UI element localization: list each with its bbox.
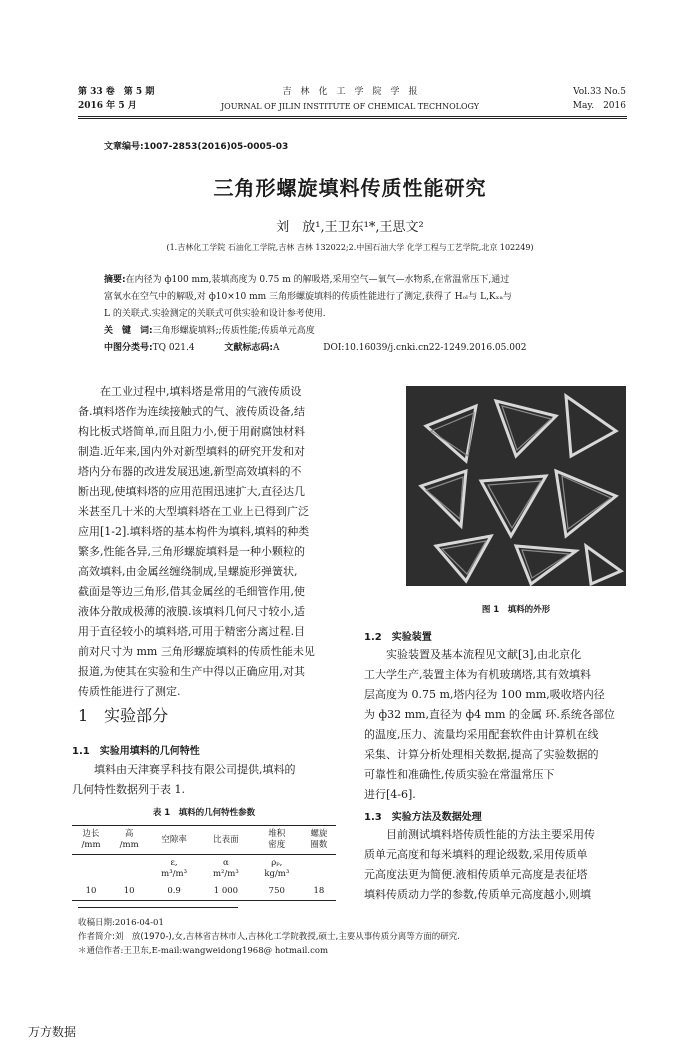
geometry-table <box>72 825 336 901</box>
abstract <box>104 272 604 357</box>
subsection-heading: 1.3 实验方法及数据处理 <box>364 812 482 823</box>
doc-code-label: 文献标志码: <box>224 343 273 353</box>
received-date: 收稿日期:2016-04-01 <box>78 918 164 928</box>
table-cell: 10 <box>110 883 148 901</box>
table-cell: 750 <box>252 883 302 901</box>
table-header: 空隙率 <box>148 826 200 855</box>
table-unit <box>110 855 148 884</box>
article-id: 文章编号:1007-2853(2016)05-0005-03 <box>104 142 289 152</box>
section-heading: 1 实验部分 <box>78 706 169 725</box>
subsection-text: 目前测试填料塔传质性能的方法主要采用传 质单元高度和每米填料的理论级数,采用传质单 元高度法更为简便.液相传质单元高度是表征塔 填料传质动力学的参数,传质单元高度越小,则填 <box>364 828 595 901</box>
volume-issue-cn: 第 33 卷 第 5 期 <box>78 87 155 97</box>
table-header: 螺旋 圈数 <box>302 826 336 855</box>
subsection-heading: 1.1 实验用填料的几何特性 <box>72 746 200 757</box>
author-list: 刘 放¹,王卫东¹*,王思文² <box>276 220 424 235</box>
table-cell: 18 <box>302 883 336 901</box>
header-rule <box>78 116 627 117</box>
table-header: 比表面 <box>200 826 252 855</box>
corresponding-author: ＊通信作者:王卫东,E-mail:wangweidong1968@ hotmail.com <box>78 946 329 956</box>
subsection-text: 填料由天津赛孚科技有限公司提供,填料的 几何特性数据列于表 1. <box>72 763 296 796</box>
paper-title: 三角形螺旋填料传质性能研究 <box>213 176 487 200</box>
header-rule-thin <box>78 118 627 119</box>
journal-name-cn: 吉 林 化 工 学 院 学 报 <box>282 87 418 97</box>
watermark: 万方数据 <box>28 1025 77 1039</box>
subsection-heading: 1.2 实验装置 <box>364 632 432 643</box>
intro-paragraph: 在工业过程中,填料塔是常用的气液传质设 备.填料塔作为连续接触式的气、液传质设备,结 构比板式塔简单,而且阻力小,便于用耐腐蚀材料 制造.近年来,国内外对新型填料的研究开发和对 塔内分布器的改进发展迅速,新型高效填料的不 断出现,使填料塔的应用范围迅速扩大,直径达几 米甚至几十米的大型填料塔在工业上已得到广泛 应用[1-2].填料塔的基本构件为填料,填料的种类 繁多,性能各异,三角形螺旋填料是一种小颗粒的 高效填料,由金属丝缠绕制成,呈螺旋形弹簧状, 截面是等边三角形,借其金属丝的毛细管作用,使 液体分散成极薄的液膜.该填料几何尺寸较小,适 用于直径较小的填料塔,可用于精密分离过程.目 前对尺寸为 mm 三角形螺旋填料的传质性能未见 报道,为使其在实验和生产中得以正确应用,对其 传质性能进行了测定. <box>78 385 315 698</box>
abstract-line: 富氧水在空气中的解吸,对 ф10×10 mm 三角形螺旋填料的传质性能进行了测定,获得了 Hₒₗ与 L,Kₓₐ与 <box>104 292 512 302</box>
table-header: 边长 /mm <box>72 826 110 855</box>
table-unit <box>72 855 110 884</box>
footnote-rule <box>78 907 238 908</box>
abstract-line: 在内径为 ф100 mm,装填高度为 0.75 m 的解吸塔,采用空气—氧气—水物系,在常温常压下,通过 <box>125 275 510 285</box>
figure-caption: 图 1 填料的外形 <box>481 605 551 615</box>
volume-issue-en: Vol.33 No.5 <box>573 87 626 97</box>
clc-number: TQ 021.4 <box>152 343 195 353</box>
table-cell: 1 000 <box>200 883 252 901</box>
table-header: 堆积 密度 <box>252 826 302 855</box>
doc-code: A <box>272 343 280 353</box>
packing-photo <box>406 386 626 586</box>
abstract-line: L 的关联式.实验测定的关联式可供实验和设计参考使用. <box>104 309 326 319</box>
table-unit: α m²/m³ <box>212 858 239 879</box>
table-title: 表 1 填料的几何特性参数 <box>152 808 256 818</box>
table-cell: 10 <box>72 883 110 901</box>
table-unit <box>302 855 336 884</box>
doi: DOI:10.16039/j.cnki.cn22-1249.2016.05.002 <box>323 343 527 353</box>
subsection-text: 实验装置及基本流程见文献[3],由北京化 工大学生产,装置主体为有机玻璃塔,其有效填料 层高度为 0.75 m,塔内径为 100 mm,吸收塔内径 为 ф32 mm,直径为 ф4 mm 的金属 环.系统各部位 的温度,压力、流量均采用配套软件由计算机在线 采集、计算分析处理相关数据,提高了实验数据的 可靠性和准确性,传质实验在常温常压下 进行[4-6]. <box>364 648 615 801</box>
table-unit: ρₚ, kg/m³ <box>264 858 290 879</box>
author-bio: 作者简介:刘 放(1970-),女,吉林省吉林市人,吉林化工学院教授,硕士,主要从事传质分离等方面的研究. <box>78 932 460 942</box>
abstract-label: 摘要: <box>104 275 126 285</box>
table-header: 高 /mm <box>110 826 148 855</box>
table-cell: 0.9 <box>148 883 200 901</box>
left-column <box>78 382 342 702</box>
date-en: May. 2016 <box>572 101 626 111</box>
affiliations: (1.吉林化工学院 石油化工学院,吉林 吉林 132022;2.中国石油大学 化学工程与工艺学院,北京 102249) <box>166 243 534 252</box>
keywords-label: 关 键 词: <box>104 326 153 336</box>
keywords: 三角形螺旋填料;;传质性能;传质单元高度 <box>152 326 315 336</box>
date-cn: 2016 年 5 月 <box>78 101 137 111</box>
journal-name-en: JOURNAL OF JILIN INSTITUTE OF CHEMICAL TECHNOLOGY <box>220 102 480 111</box>
packing-photo-image <box>406 386 626 586</box>
clc-label: 中图分类号: <box>104 343 153 353</box>
table-unit: ε, m³/m³ <box>161 858 187 879</box>
